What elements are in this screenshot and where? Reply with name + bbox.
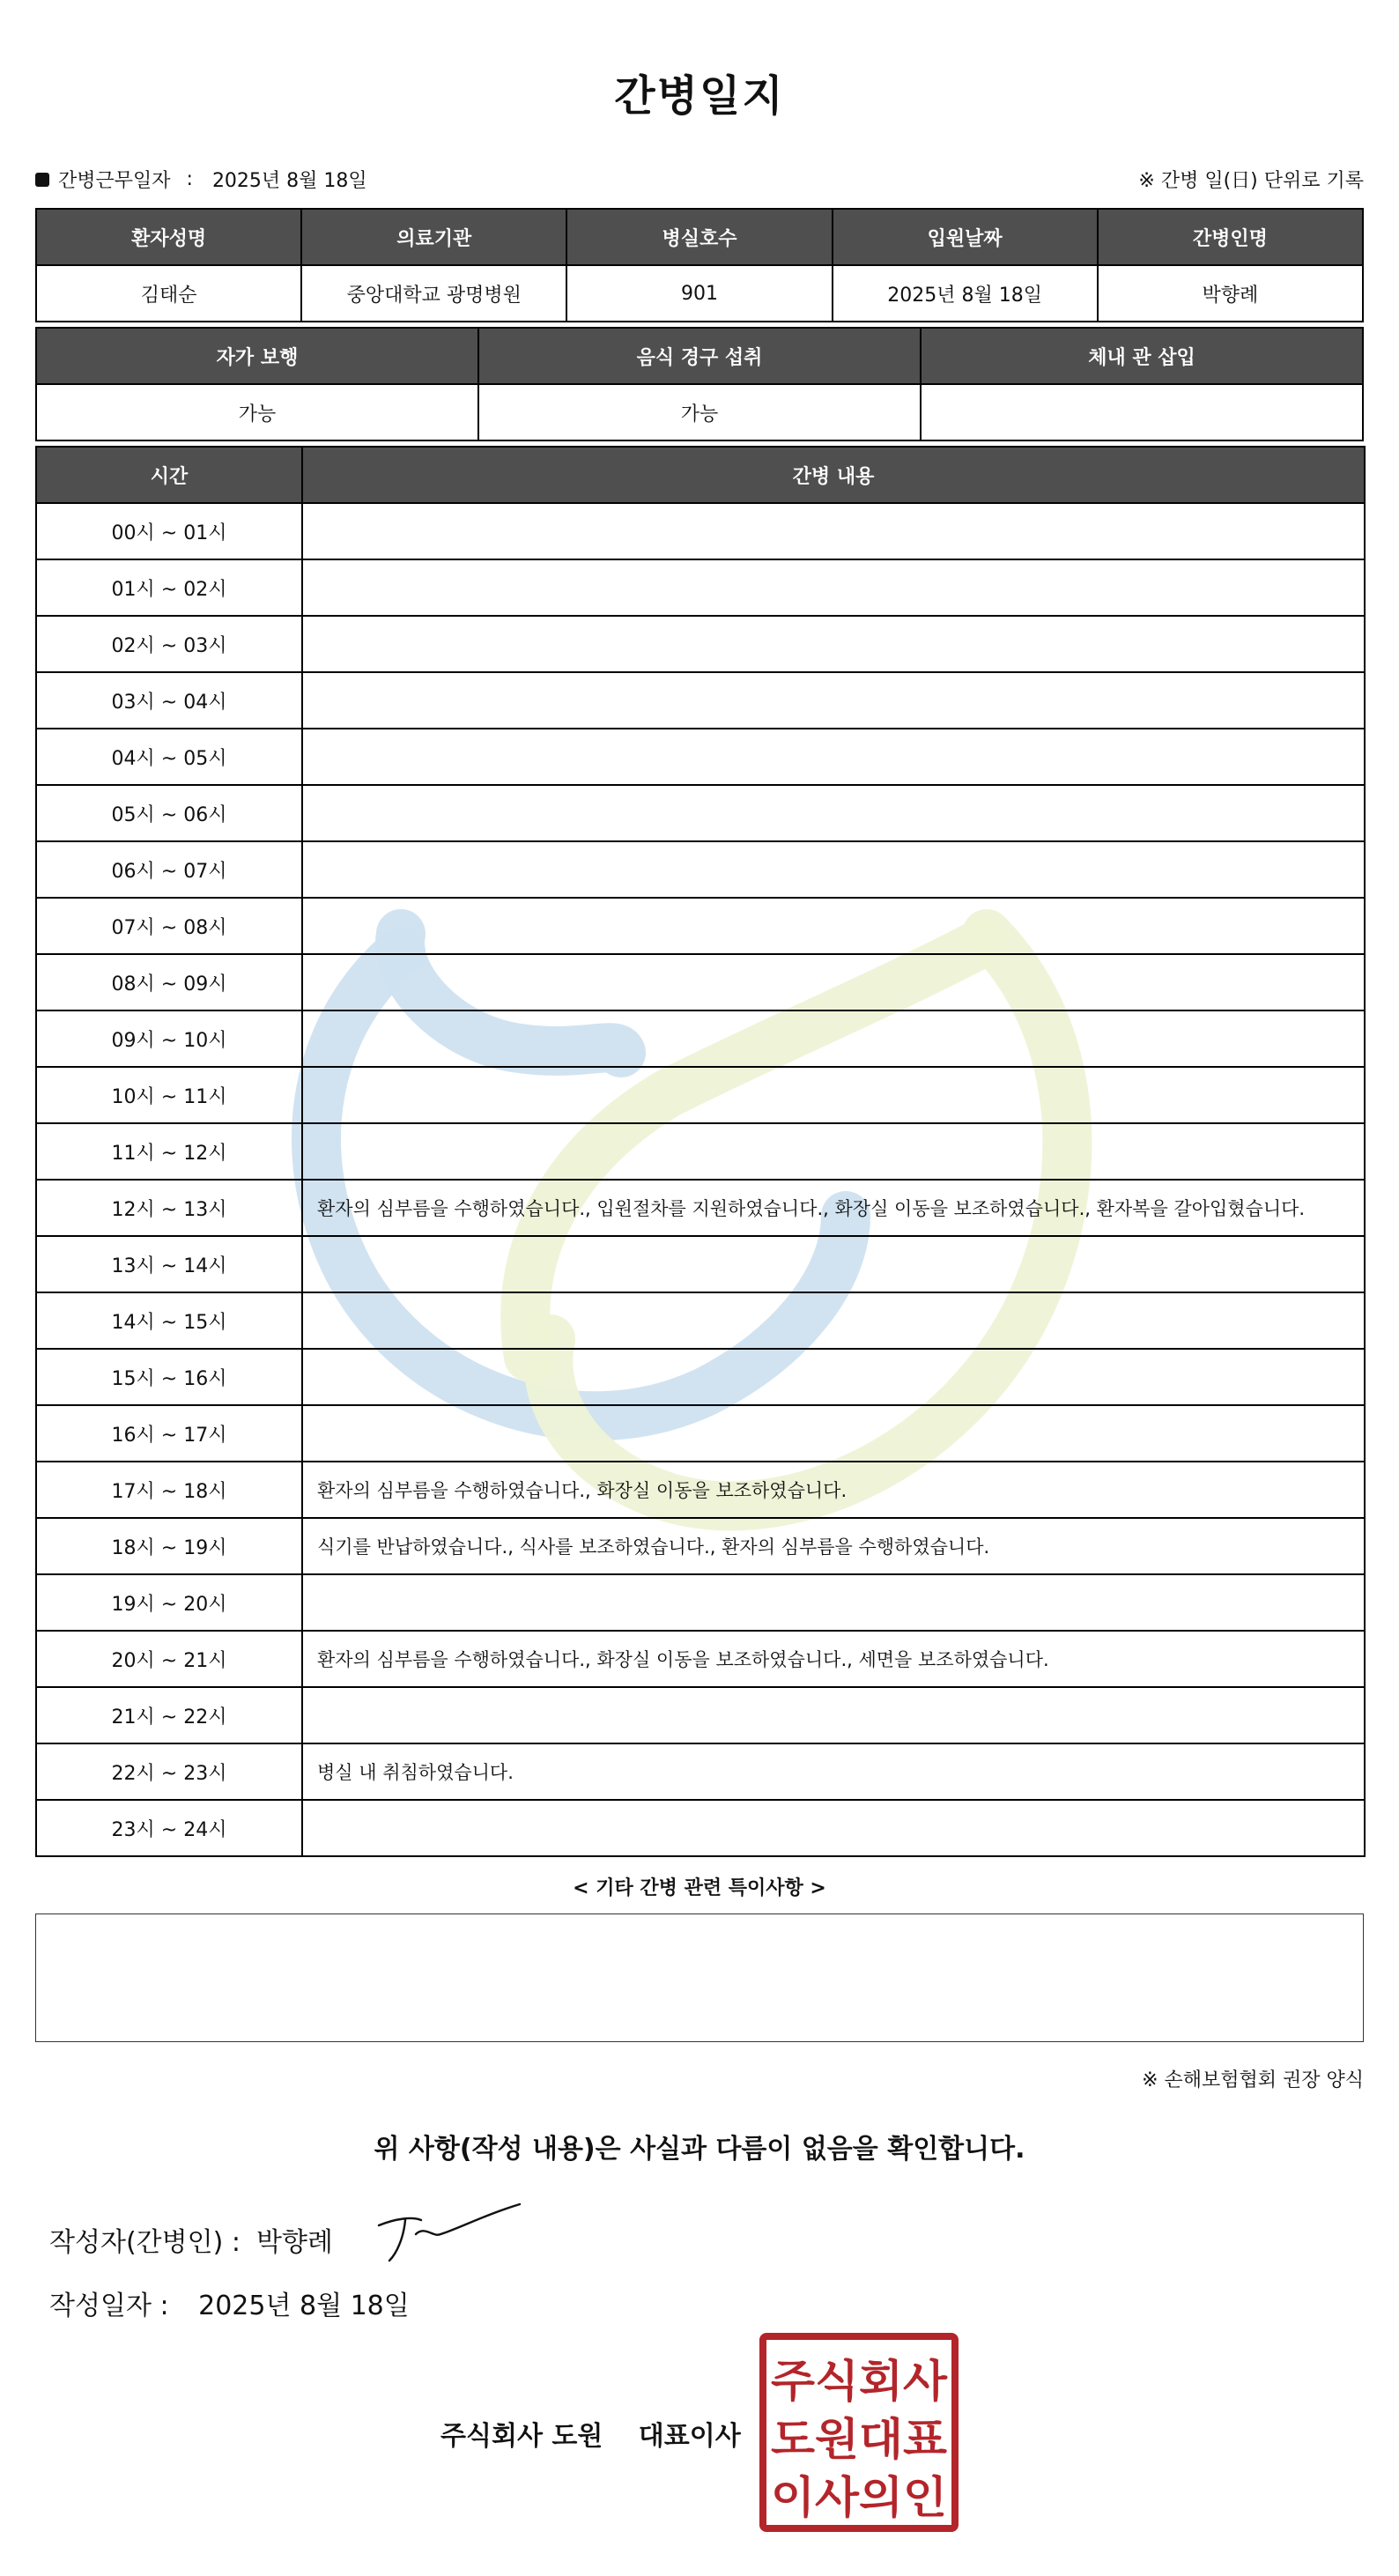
care-content-cell xyxy=(302,503,1365,559)
unit-note: ※ 간병 일(日) 단위로 기록 xyxy=(1138,170,1364,192)
caregiver-name-cell: 박향례 xyxy=(1098,265,1363,322)
tube-insertion-cell xyxy=(921,384,1363,440)
time-slot-cell: 18시 ~ 19시 xyxy=(36,1518,302,1574)
care-log-row xyxy=(36,1236,1365,1292)
care-content-cell xyxy=(302,1687,1365,1743)
care-content-cell: 병실 내 취침하였습니다. xyxy=(302,1743,1365,1800)
care-content-cell xyxy=(302,1349,1365,1405)
care-log-row xyxy=(36,785,1365,841)
care-content-cell: 환자의 심부름을 수행하였습니다., 입원절차를 지원하였습니다., 화장실 이동을 보조하였습니다., 환자복을 갈아입혔습니다. xyxy=(302,1180,1365,1236)
time-slot-cell: 10시 ~ 11시 xyxy=(36,1067,302,1123)
time-slot-cell: 20시 ~ 21시 xyxy=(36,1631,302,1687)
work-date-label: 간병근무일자 xyxy=(58,170,171,192)
work-date-value: 2025년 8월 18일 xyxy=(211,170,367,192)
company-signoff xyxy=(440,2414,741,2453)
care-log-row xyxy=(36,841,1365,898)
care-content-cell xyxy=(302,1236,1365,1292)
self-walking-header: 자가 보행 xyxy=(36,328,478,384)
time-slot-cell: 00시 ~ 01시 xyxy=(36,503,302,559)
special-notes-box xyxy=(35,1913,1364,2042)
care-content-cell xyxy=(302,616,1365,672)
care-log-row xyxy=(36,1180,1365,1236)
care-content-cell xyxy=(302,559,1365,616)
time-slot-cell: 07시 ~ 08시 xyxy=(36,898,302,954)
self-walking-cell: 가능 xyxy=(36,384,478,440)
time-slot-cell: 02시 ~ 03시 xyxy=(36,616,302,672)
company-name: 주식회사 도원 xyxy=(440,2421,603,2452)
tube-insertion-header: 체내 관 삽입 xyxy=(921,328,1363,384)
care-log-row xyxy=(36,1574,1365,1631)
care-log-table xyxy=(35,446,1366,1857)
care-log-body xyxy=(36,503,1365,1856)
care-log-row xyxy=(36,729,1365,785)
time-slot-cell: 05시 ~ 06시 xyxy=(36,785,302,841)
admission-date-cell: 2025년 8월 18일 xyxy=(833,265,1098,322)
oral-intake-cell: 가능 xyxy=(478,384,921,440)
care-content-cell xyxy=(302,1800,1365,1856)
care-content-header: 간병 내용 xyxy=(302,447,1365,503)
time-slot-cell: 12시 ~ 13시 xyxy=(36,1180,302,1236)
patient-status-value-row xyxy=(36,384,1363,440)
write-date-line xyxy=(49,2284,410,2322)
time-slot-cell: 14시 ~ 15시 xyxy=(36,1292,302,1349)
time-slot-cell: 09시 ~ 10시 xyxy=(36,1010,302,1067)
care-log-row xyxy=(36,503,1365,559)
room-number-cell: 901 xyxy=(566,265,832,322)
time-slot-cell: 15시 ~ 16시 xyxy=(36,1349,302,1405)
care-content-cell xyxy=(302,1405,1365,1462)
care-log-row xyxy=(36,1010,1365,1067)
signature-image xyxy=(370,2199,529,2269)
patient-name-cell: 김태순 xyxy=(36,265,301,322)
patient-info-header-row xyxy=(36,209,1363,265)
hospital-cell: 중앙대학교 광명병원 xyxy=(301,265,566,322)
care-content-cell xyxy=(302,1010,1365,1067)
insurance-note: ※ 손해보험협회 권장 양식 xyxy=(1142,2069,1364,2091)
time-slot-cell: 22시 ~ 23시 xyxy=(36,1743,302,1800)
care-log-row xyxy=(36,1123,1365,1180)
bullet-square-icon xyxy=(35,173,49,187)
care-log-row xyxy=(36,1687,1365,1743)
writer-line xyxy=(49,2220,333,2259)
time-slot-cell: 08시 ~ 09시 xyxy=(36,954,302,1010)
care-log-row xyxy=(36,559,1365,616)
time-slot-cell: 04시 ~ 05시 xyxy=(36,729,302,785)
care-log-row xyxy=(36,1518,1365,1574)
write-date-label: 작성일자 : xyxy=(49,2291,169,2321)
time-header: 시간 xyxy=(36,447,302,503)
caregiver-name-header: 간병인명 xyxy=(1098,209,1363,265)
seal-line-3: 이사의인 xyxy=(771,2472,947,2523)
care-log-header-row xyxy=(36,447,1365,503)
writer-label: 작성자(간병인) : xyxy=(49,2227,241,2258)
care-content-cell xyxy=(302,1067,1365,1123)
care-content-cell: 환자의 심부름을 수행하였습니다., 화장실 이동을 보조하였습니다., 세면을 보조하였습니다. xyxy=(302,1631,1365,1687)
write-date-value: 2025년 8월 18일 xyxy=(198,2291,410,2321)
patient-info-value-row xyxy=(36,265,1363,322)
care-log-row xyxy=(36,1405,1365,1462)
care-content-cell xyxy=(302,898,1365,954)
time-slot-cell: 16시 ~ 17시 xyxy=(36,1405,302,1462)
confirmation-statement: 위 사항(작성 내용)은 사실과 다름이 없음을 확인합니다. xyxy=(374,2134,1025,2165)
writer-name: 박향례 xyxy=(255,2227,333,2258)
time-slot-cell: 21시 ~ 22시 xyxy=(36,1687,302,1743)
care-log-row xyxy=(36,954,1365,1010)
admission-date-header: 입원날짜 xyxy=(833,209,1098,265)
care-content-cell: 환자의 심부름을 수행하였습니다., 화장실 이동을 보조하였습니다. xyxy=(302,1462,1365,1518)
seal-line-1: 주식회사 xyxy=(771,2356,948,2407)
care-content-cell xyxy=(302,1574,1365,1631)
time-slot-cell: 06시 ~ 07시 xyxy=(36,841,302,898)
work-date-colon: : xyxy=(186,168,193,190)
oral-intake-header: 음식 경구 섭취 xyxy=(478,328,921,384)
care-log-row xyxy=(36,1292,1365,1349)
care-log-row xyxy=(36,1743,1365,1800)
seal-line-2: 도원대표 xyxy=(771,2414,948,2465)
patient-status-table xyxy=(35,327,1364,441)
care-log-row xyxy=(36,1067,1365,1123)
care-content-cell xyxy=(302,785,1365,841)
patient-info-table xyxy=(35,208,1364,322)
page-title: 간병일지 xyxy=(614,71,785,121)
time-slot-cell: 01시 ~ 02시 xyxy=(36,559,302,616)
care-log-row xyxy=(36,1349,1365,1405)
time-slot-cell: 13시 ~ 14시 xyxy=(36,1236,302,1292)
company-seal-stamp xyxy=(758,2331,960,2534)
company-ceo-title: 대표이사 xyxy=(638,2421,741,2452)
care-content-cell xyxy=(302,954,1365,1010)
time-slot-cell: 23시 ~ 24시 xyxy=(36,1800,302,1856)
care-log-row xyxy=(36,1462,1365,1518)
work-date xyxy=(35,166,367,193)
time-slot-cell: 17시 ~ 18시 xyxy=(36,1462,302,1518)
time-slot-cell: 11시 ~ 12시 xyxy=(36,1123,302,1180)
care-content-cell xyxy=(302,729,1365,785)
care-log-row xyxy=(36,1800,1365,1856)
time-slot-cell: 19시 ~ 20시 xyxy=(36,1574,302,1631)
special-notes-title: < 기타 간병 관련 특이사항 > xyxy=(573,1877,826,1899)
time-slot-cell: 03시 ~ 04시 xyxy=(36,672,302,729)
care-content-cell xyxy=(302,672,1365,729)
care-log-row xyxy=(36,898,1365,954)
hospital-header: 의료기관 xyxy=(301,209,566,265)
care-content-cell xyxy=(302,841,1365,898)
care-content-cell: 식기를 반납하였습니다., 식사를 보조하였습니다., 환자의 심부름을 수행하였습니다. xyxy=(302,1518,1365,1574)
patient-status-header-row xyxy=(36,328,1363,384)
care-log-row xyxy=(36,672,1365,729)
care-content-cell xyxy=(302,1123,1365,1180)
care-log-row xyxy=(36,1631,1365,1687)
patient-name-header: 환자성명 xyxy=(36,209,301,265)
care-content-cell xyxy=(302,1292,1365,1349)
room-number-header: 병실호수 xyxy=(566,209,832,265)
care-log-row xyxy=(36,616,1365,672)
